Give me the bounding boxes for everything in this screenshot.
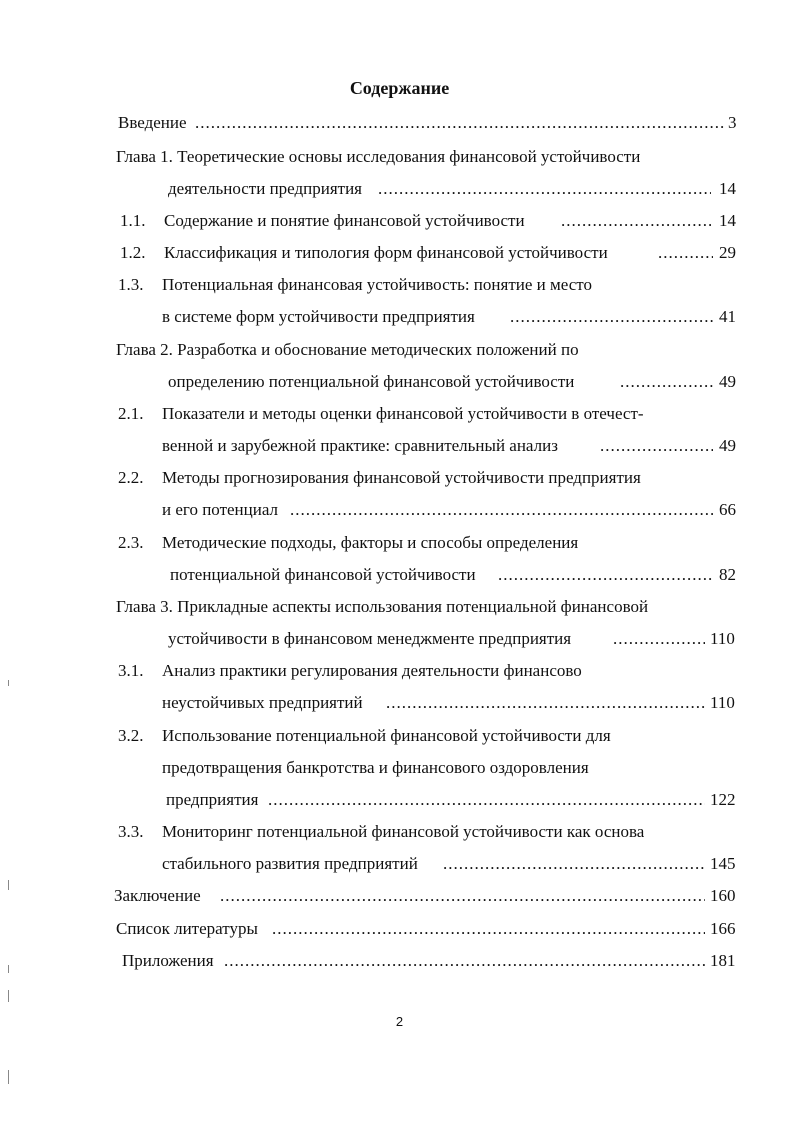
toc-section-number: 3.3. xyxy=(118,822,144,841)
dot-leader xyxy=(443,852,705,876)
toc-entry-text: деятельности предприятия xyxy=(168,179,362,198)
toc-section-number: 2.3. xyxy=(118,533,144,552)
toc-page-number: 181 xyxy=(710,951,736,970)
toc-page-number: 29 xyxy=(719,243,736,262)
scan-artifact xyxy=(8,1070,9,1084)
toc-entry-text: стабильного развития предприятий xyxy=(162,854,418,873)
toc-entry-text: предприятия xyxy=(166,790,259,809)
dot-leader xyxy=(224,949,705,973)
toc-entry-text: Список литературы xyxy=(116,919,258,938)
scan-artifact xyxy=(8,680,9,686)
toc-page-number: 14 xyxy=(719,211,736,230)
toc-entry-text: в системе форм устойчивости предприятия xyxy=(162,307,475,326)
dot-leader xyxy=(613,627,705,651)
toc-page-number: 110 xyxy=(710,693,735,712)
toc-entry-text: и его потенциал xyxy=(162,500,279,519)
toc-page-number: 145 xyxy=(710,854,736,873)
dot-leader xyxy=(290,498,713,522)
toc-page-number: 41 xyxy=(719,307,736,326)
scan-artifact xyxy=(8,990,9,1002)
toc-entry-text: неустойчивых предприятий xyxy=(162,693,363,712)
dot-leader xyxy=(268,788,705,812)
toc-page-number: 49 xyxy=(719,372,736,391)
toc-entry-text: Мониторинг потенциальной финансовой устойчивости как основа xyxy=(162,822,645,841)
toc-entry-text: Показатели и методы оценки финансовой устойчивости в отечест- xyxy=(162,404,644,423)
toc-page-number: 49 xyxy=(719,436,736,455)
toc-entry-text: устойчивости в финансовом менеджменте предприятия xyxy=(168,629,572,648)
dot-leader xyxy=(600,434,713,458)
toc-entry-text: Глава 2. Разработка и обоснование методических положений по xyxy=(116,340,579,359)
toc-entry-text: потенциальной финансовой устойчивости xyxy=(170,565,476,584)
scan-artifact xyxy=(8,880,9,890)
toc-entry-text: Методические подходы, факторы и способы определения xyxy=(162,533,579,552)
toc-entry-text: определению потенциальной финансовой устойчивости xyxy=(168,372,575,391)
dot-leader xyxy=(498,563,713,587)
toc-entry-text: Классификация и типология форм финансовой устойчивости xyxy=(164,243,608,262)
dot-leader xyxy=(620,370,713,394)
toc-page-number: 110 xyxy=(710,629,735,648)
toc-page-number: 166 xyxy=(710,919,736,938)
toc-section-number: 3.1. xyxy=(118,661,144,680)
toc-section-number: 1.3. xyxy=(118,275,144,294)
dot-leader xyxy=(220,884,705,908)
toc-page-number: 122 xyxy=(710,790,736,809)
dot-leader xyxy=(561,209,711,233)
toc-entry-text: Введение xyxy=(118,113,187,132)
dot-leader xyxy=(510,305,713,329)
toc-title: Содержание xyxy=(349,78,450,98)
toc-section-number: 2.1. xyxy=(118,404,144,423)
toc-entry-text: Потенциальная финансовая устойчивость: понятие и место xyxy=(162,275,592,294)
toc-entry-text: Приложения xyxy=(122,951,214,970)
toc-section-number: 2.2. xyxy=(118,468,144,487)
toc-entry-text: венной и зарубежной практике: сравнительный анализ xyxy=(162,436,558,455)
dot-leader xyxy=(195,111,725,135)
toc-section-number: 1.1. xyxy=(120,211,146,230)
toc-entry-text: Использование потенциальной финансовой устойчивости для xyxy=(162,726,611,745)
toc-entry-text: Глава 1. Теоретические основы исследования финансовой устойчивости xyxy=(116,147,641,166)
toc-page-number: 82 xyxy=(719,565,736,584)
dot-leader xyxy=(658,241,713,265)
toc-page-number: 14 xyxy=(719,179,736,198)
toc-page-number: 3 xyxy=(728,113,737,132)
page-number: 2 xyxy=(395,1014,404,1029)
toc-entry-text: Заключение xyxy=(114,886,201,905)
dot-leader xyxy=(386,691,705,715)
toc-section-number: 3.2. xyxy=(118,726,144,745)
toc-entry-text: Содержание и понятие финансовой устойчивости xyxy=(164,211,525,230)
scan-artifact xyxy=(8,965,9,973)
toc-page-number: 66 xyxy=(719,500,736,519)
toc-entry-text: Методы прогнозирования финансовой устойчивости предприятия xyxy=(162,468,641,487)
toc-entry-text: Глава 3. Прикладные аспекты использования потенциальной финансовой xyxy=(116,597,649,616)
dot-leader xyxy=(272,917,705,941)
toc-page-number: 160 xyxy=(710,886,736,905)
toc-entry-text: предотвращения банкротства и финансового оздоровления xyxy=(162,758,589,777)
dot-leader xyxy=(378,177,711,201)
toc-section-number: 1.2. xyxy=(120,243,146,262)
toc-entry-text: Анализ практики регулирования деятельности финансово xyxy=(162,661,582,680)
